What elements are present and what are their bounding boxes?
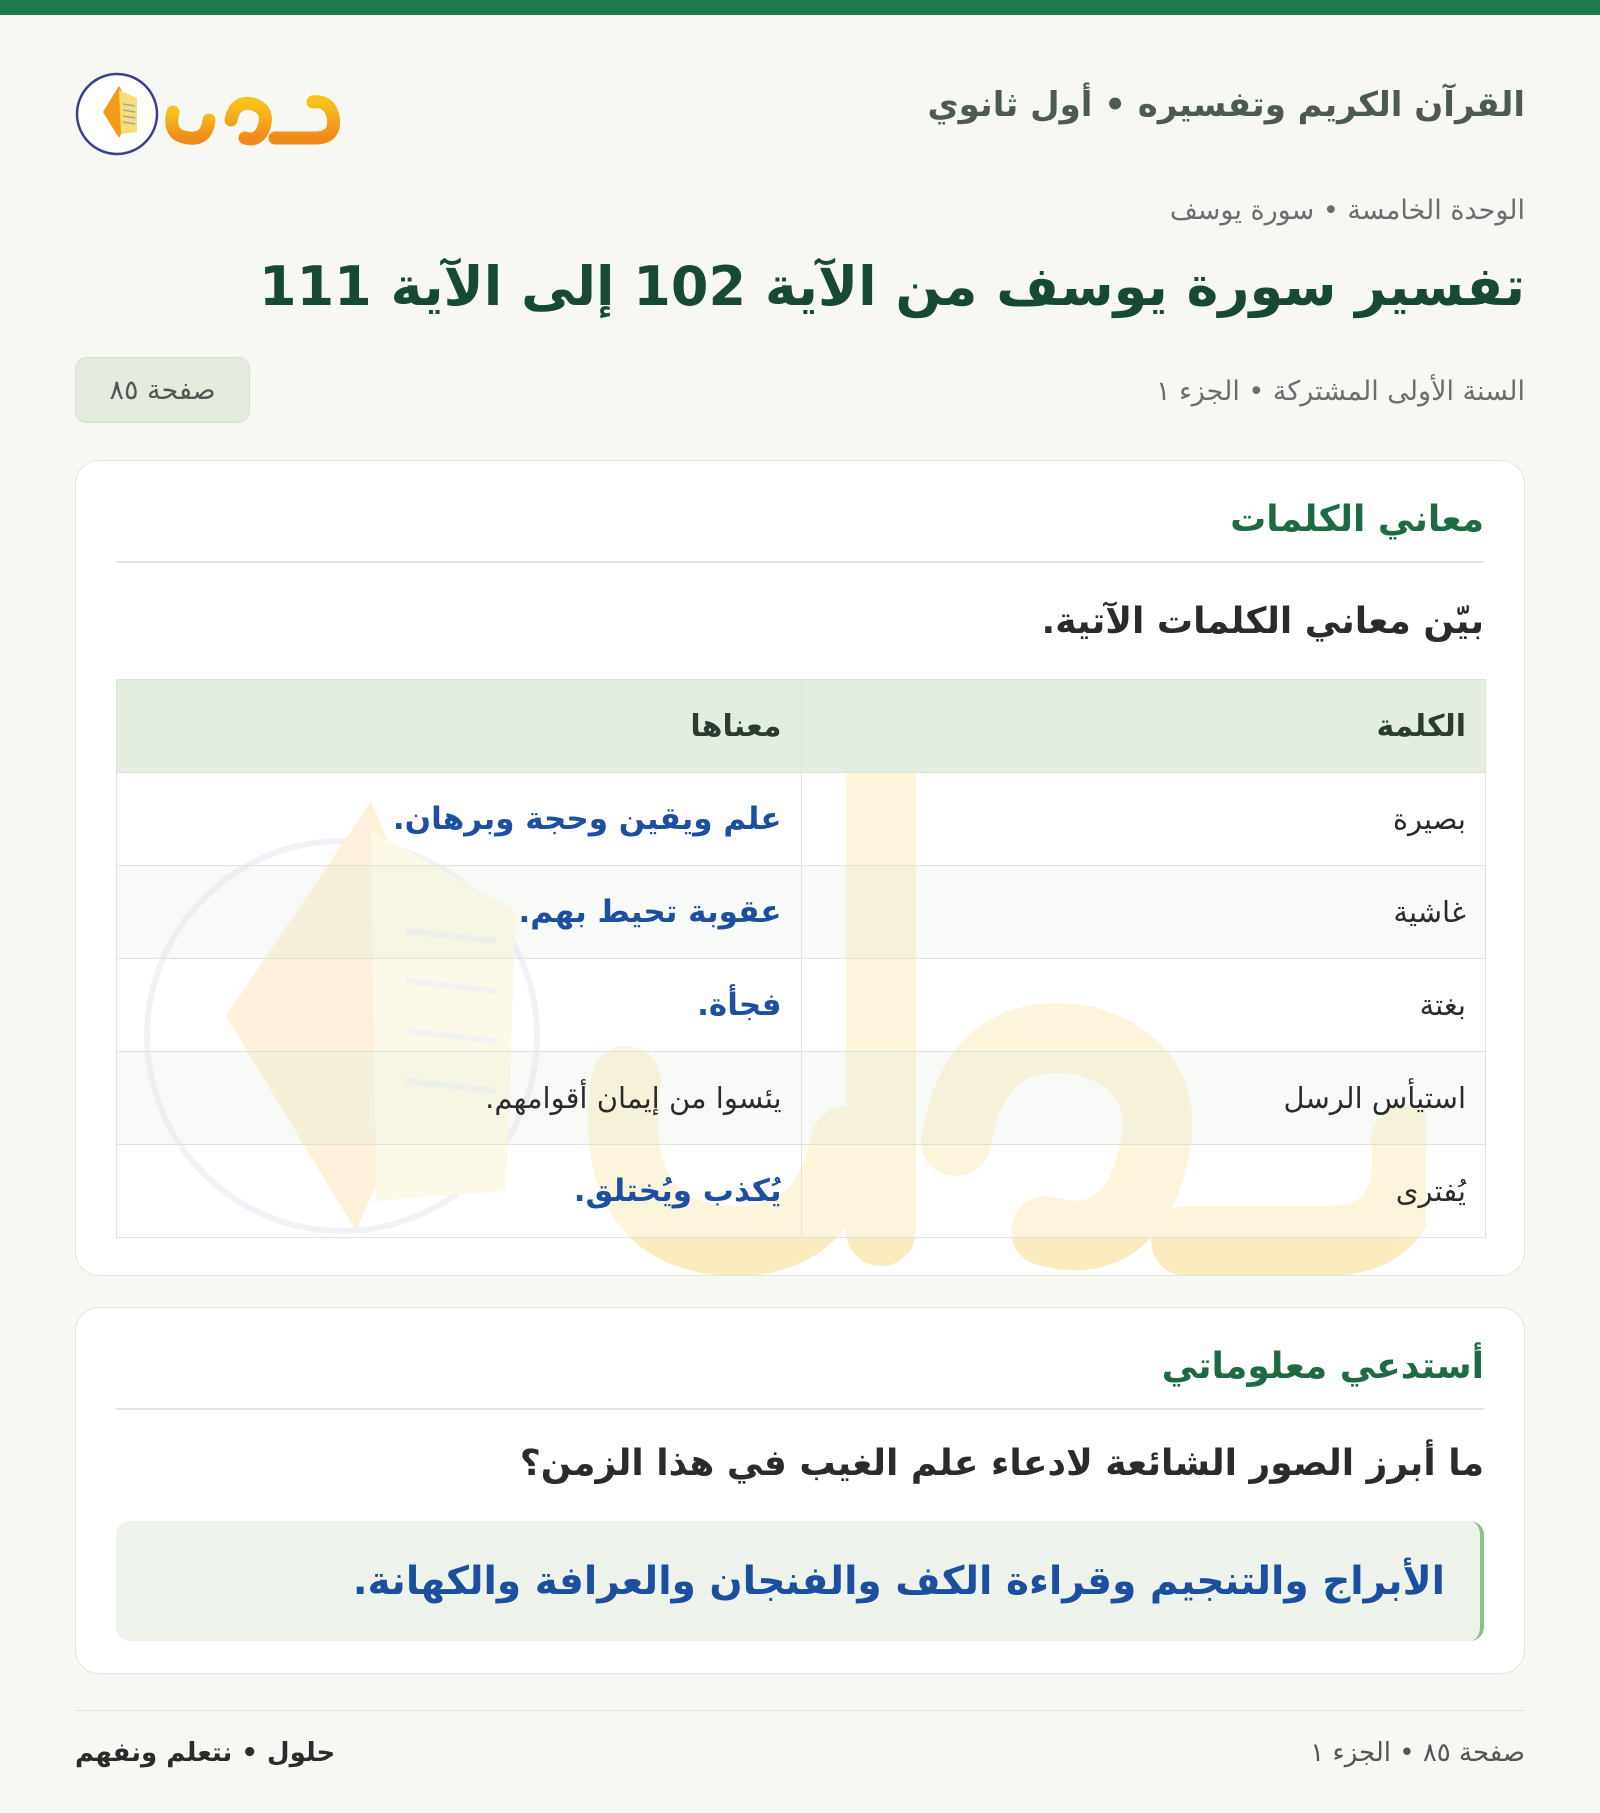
section-divider	[116, 561, 1484, 563]
page-header	[75, 50, 1525, 170]
column-header-word: الكلمة	[801, 680, 1485, 773]
vocabulary-table	[116, 679, 1486, 1238]
meaning-cell: عقوبة تحيط بهم.	[117, 866, 802, 959]
recall-heading: أستدعي معلوماتي	[1161, 1346, 1484, 1387]
word-cell: بصيرة	[801, 773, 1485, 866]
recall-card	[75, 1307, 1525, 1674]
recall-question: ما أبرز الصور الشائعة لادعاء علم الغيب في هذا الزمن؟	[519, 1443, 1484, 1484]
meaning-cell: يُكذب ويُختلق.	[117, 1145, 802, 1238]
footer-divider	[75, 1710, 1525, 1711]
section-divider	[116, 1408, 1484, 1410]
hulul-logo	[75, 50, 345, 170]
table-row	[117, 1052, 1486, 1145]
meaning-cell: علم ويقين وحجة وبرهان.	[117, 773, 802, 866]
recall-answer: الأبراج والتنجيم وقراءة الكف والفنجان والعرافة والكهانة.	[116, 1521, 1484, 1641]
breadcrumb: الوحدة الخامسة • سورة يوسف	[1169, 195, 1525, 226]
course-title: القرآن الكريم وتفسيره • أول ثانوي	[927, 85, 1525, 125]
page-title: تفسير سورة يوسف من الآية 102 إلى الآية 111	[259, 255, 1525, 318]
meaning-cell: فجأة.	[117, 959, 802, 1052]
table-row	[117, 959, 1486, 1052]
footer-page-info: صفحة ٨٥ • الجزء ١	[1310, 1738, 1525, 1768]
grade-meta: السنة الأولى المشتركة • الجزء ١	[1155, 376, 1525, 407]
footer-brand: حلول • نتعلم ونفهم	[75, 1738, 336, 1768]
word-cell: غاشية	[801, 866, 1485, 959]
table-row	[117, 866, 1486, 959]
vocabulary-question: بيّن معاني الكلمات الآتية.	[1041, 601, 1484, 642]
top-accent-bar	[0, 0, 1600, 15]
word-cell: يُفترى	[801, 1145, 1485, 1238]
vocabulary-card	[75, 460, 1525, 1276]
column-header-meaning: معناها	[117, 680, 802, 773]
word-cell: بغتة	[801, 959, 1485, 1052]
meaning-cell: يئسوا من إيمان أقوامهم.	[117, 1052, 802, 1145]
page-number-chip: صفحة ٨٥	[75, 357, 250, 423]
table-row	[117, 1145, 1486, 1238]
vocabulary-heading: معاني الكلمات	[1230, 499, 1484, 540]
word-cell: استيأس الرسل	[801, 1052, 1485, 1145]
table-row	[117, 773, 1486, 866]
